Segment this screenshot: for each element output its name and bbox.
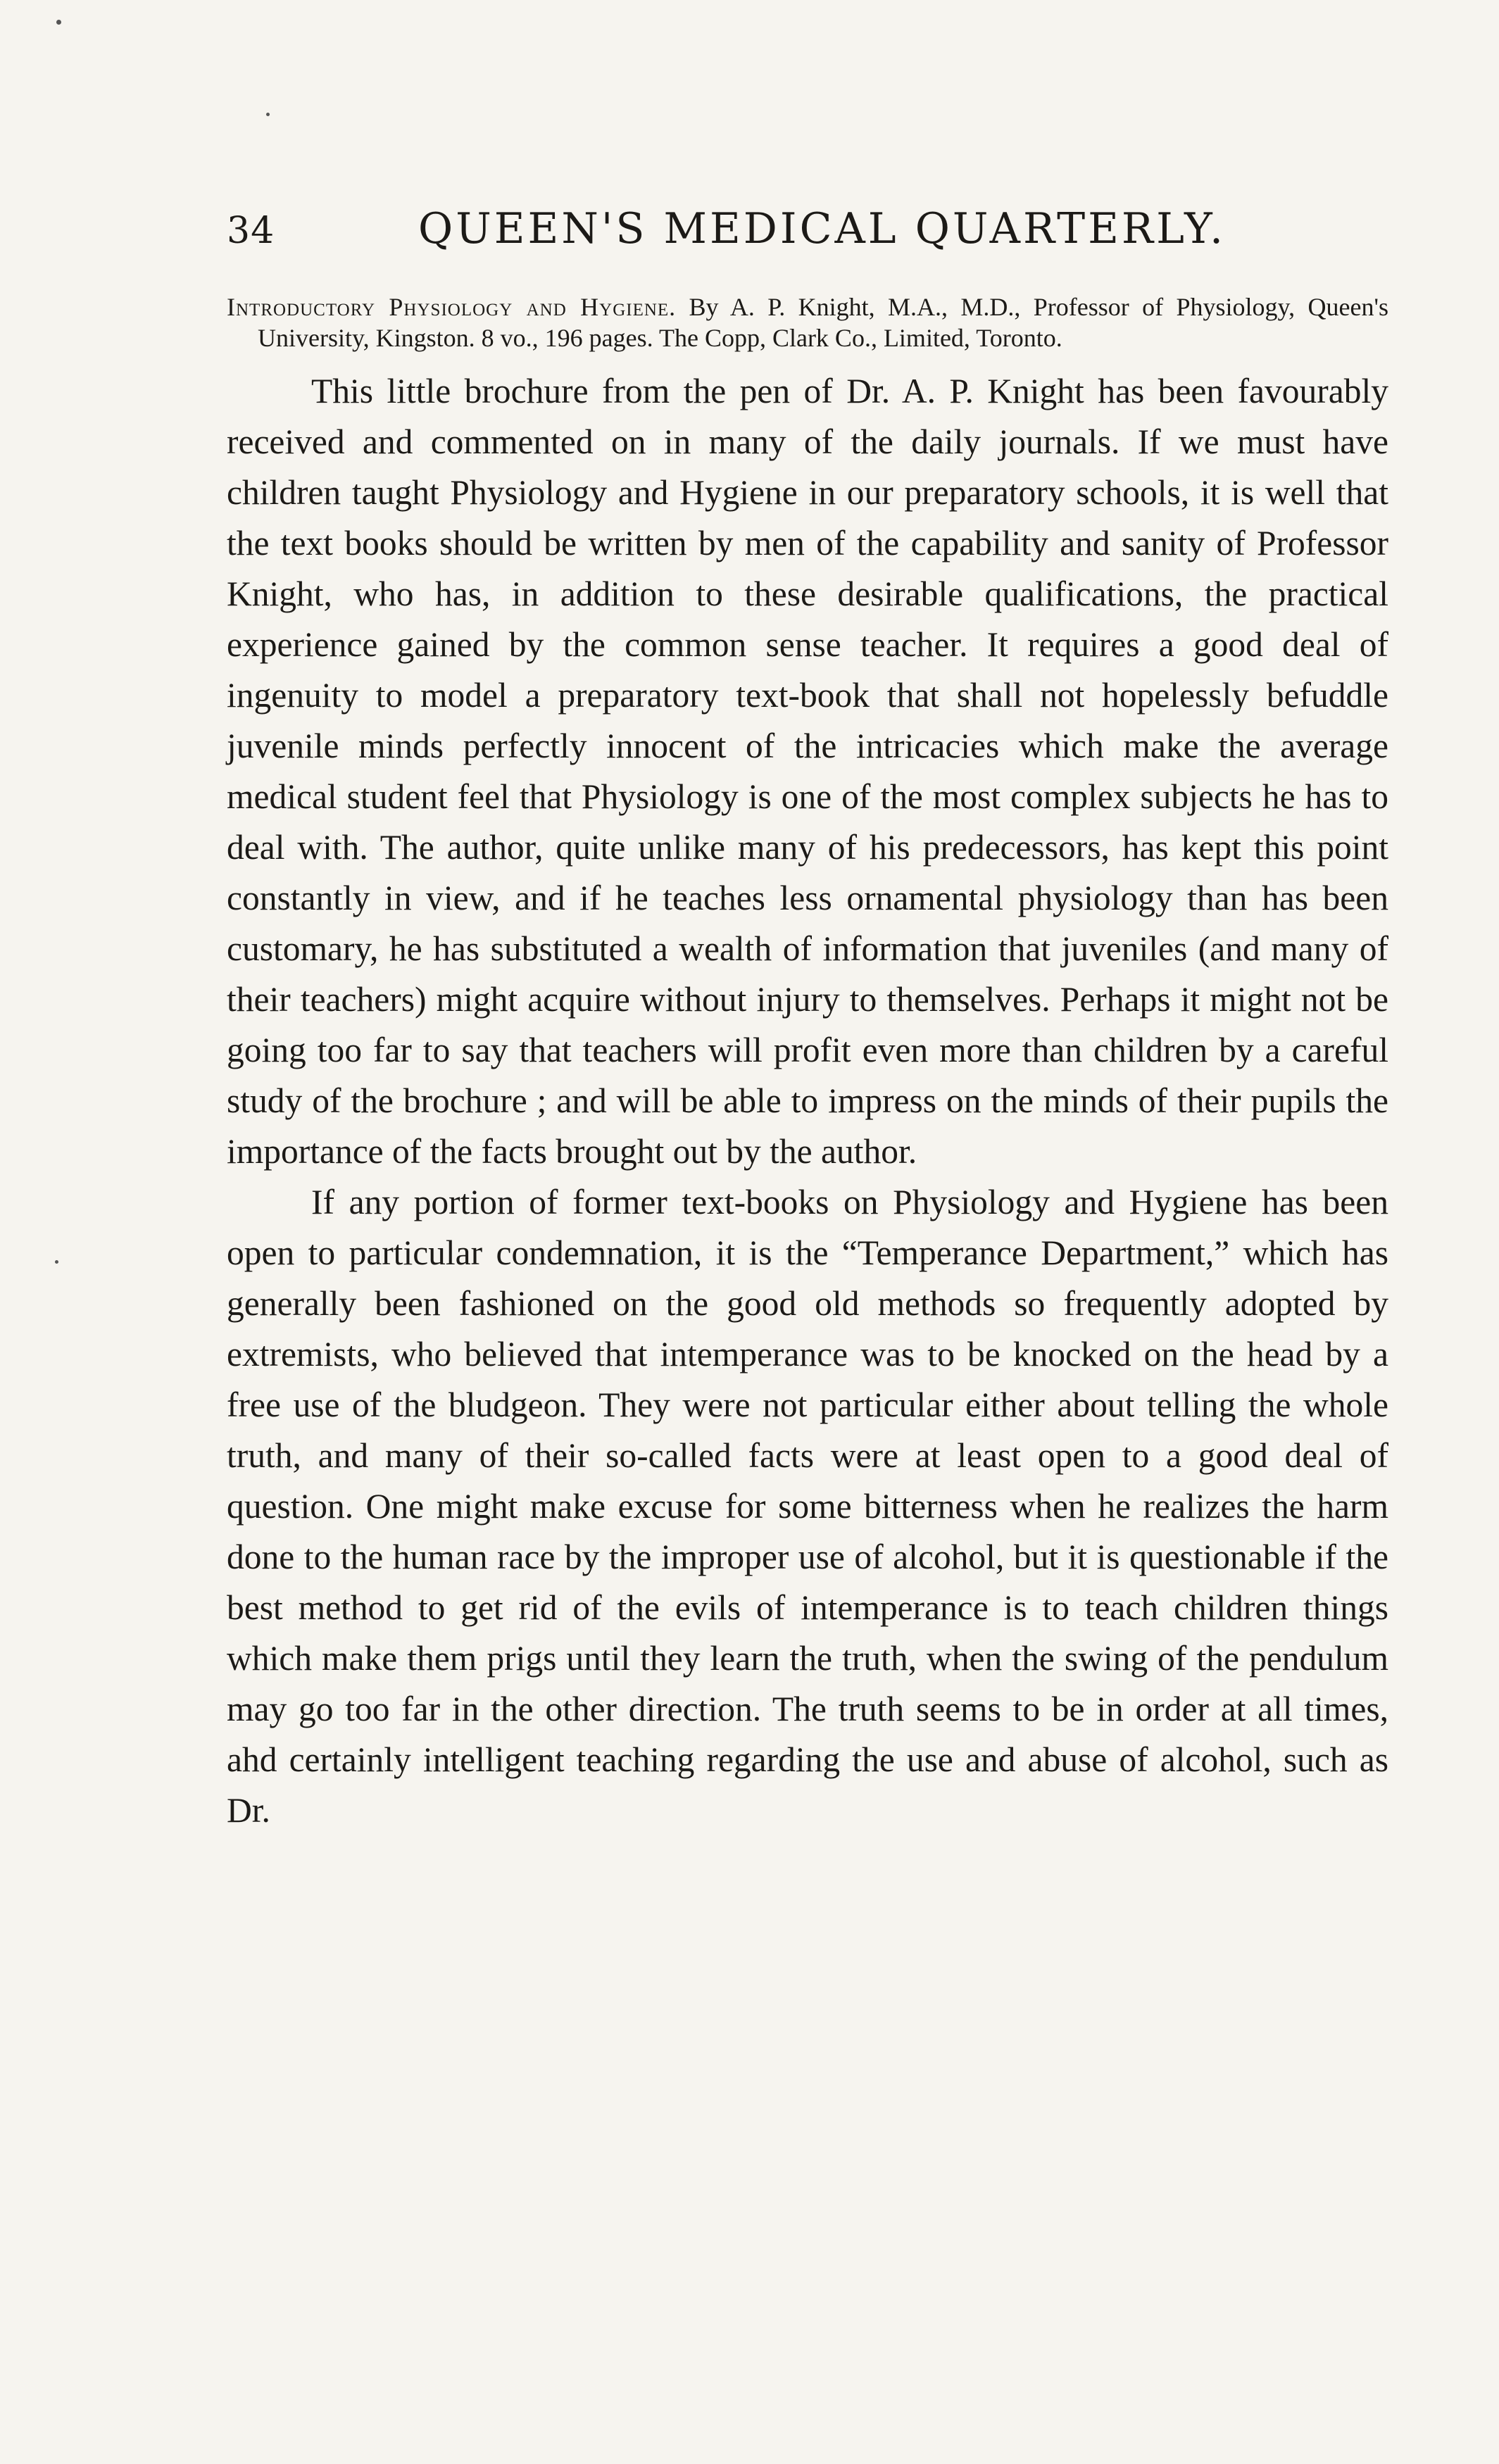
review-paragraph-2: If any portion of former text-books on Physiology and Hygiene has been open to particular condemnation, it is the “Temperance Department,” which has generally been fashioned on the good old methods so frequently adopted by extremists, who believed that intemperance was to be knocked on the head by a free use of the bludgeon. They were not particular either about telling the whole truth, and many of their so-called facts were at least open to a good deal of question. One might make excuse for some bitterness when he realizes the harm done to the human race by the improper use of alcohol, but it is questionable if the best method to get rid of the evils of intemperance is to teach children things which make them prigs until they learn the truth, when the swing of the pendulum may go too far in the other direction. The truth seems to be in order at all times, ahd certainly intelligent teaching regarding the use and abuse of alcohol, such as Dr. [227, 1183, 1388, 1830]
book-title: Introductory Physiology and Hygiene. [227, 293, 677, 321]
scan-speck [55, 1260, 58, 1264]
scan-speck [56, 20, 61, 25]
scan-speck [266, 113, 270, 116]
running-head [227, 204, 1388, 268]
book-citation [227, 291, 1388, 353]
citation-details: By A. P. Knight, M.A., M.D., Professor of Physiology, Queen's University, Kingston. 8 vo., 196 pages. The Copp, Clark Co., Limited, Toronto. [258, 293, 1388, 352]
document-page [227, 204, 1388, 1836]
page-number: 34 [227, 210, 275, 252]
journal-title: QUEEN'S MEDICAL QUARTERLY. [418, 204, 1227, 253]
review-paragraph-1: This little brochure from the pen of Dr. A. P. Knight has been favourably received and commented on in many of the daily journals. If we must have children taught Physiology and Hygiene in our preparatory schools, it is well that the text books should be written by men of the capability and sanity of Professor Knight, who has, in addition to these desirable qualifications, the practical experience gained by the common sense teacher. It requires a good deal of ingenuity to model a preparatory text-book that shall not hopelessly befuddle juvenile minds perfectly innocent of the intricacies which make the average medical student feel that Physiology is one of the most complex subjects he has to deal with. The author, quite unlike many of his predecessors, has kept this point constantly in view, and if he teaches less ornamental physiology than has been customary, he has substituted a wealth of information that juveniles (and many of their teachers) might acquire without injury to themselves. Perhaps it might not be going too far to say that teachers will profit even more than children by a careful study of the brochure ; and will be able to impress on the minds of their pupils the importance of the facts brought out by the author. [227, 372, 1388, 1171]
